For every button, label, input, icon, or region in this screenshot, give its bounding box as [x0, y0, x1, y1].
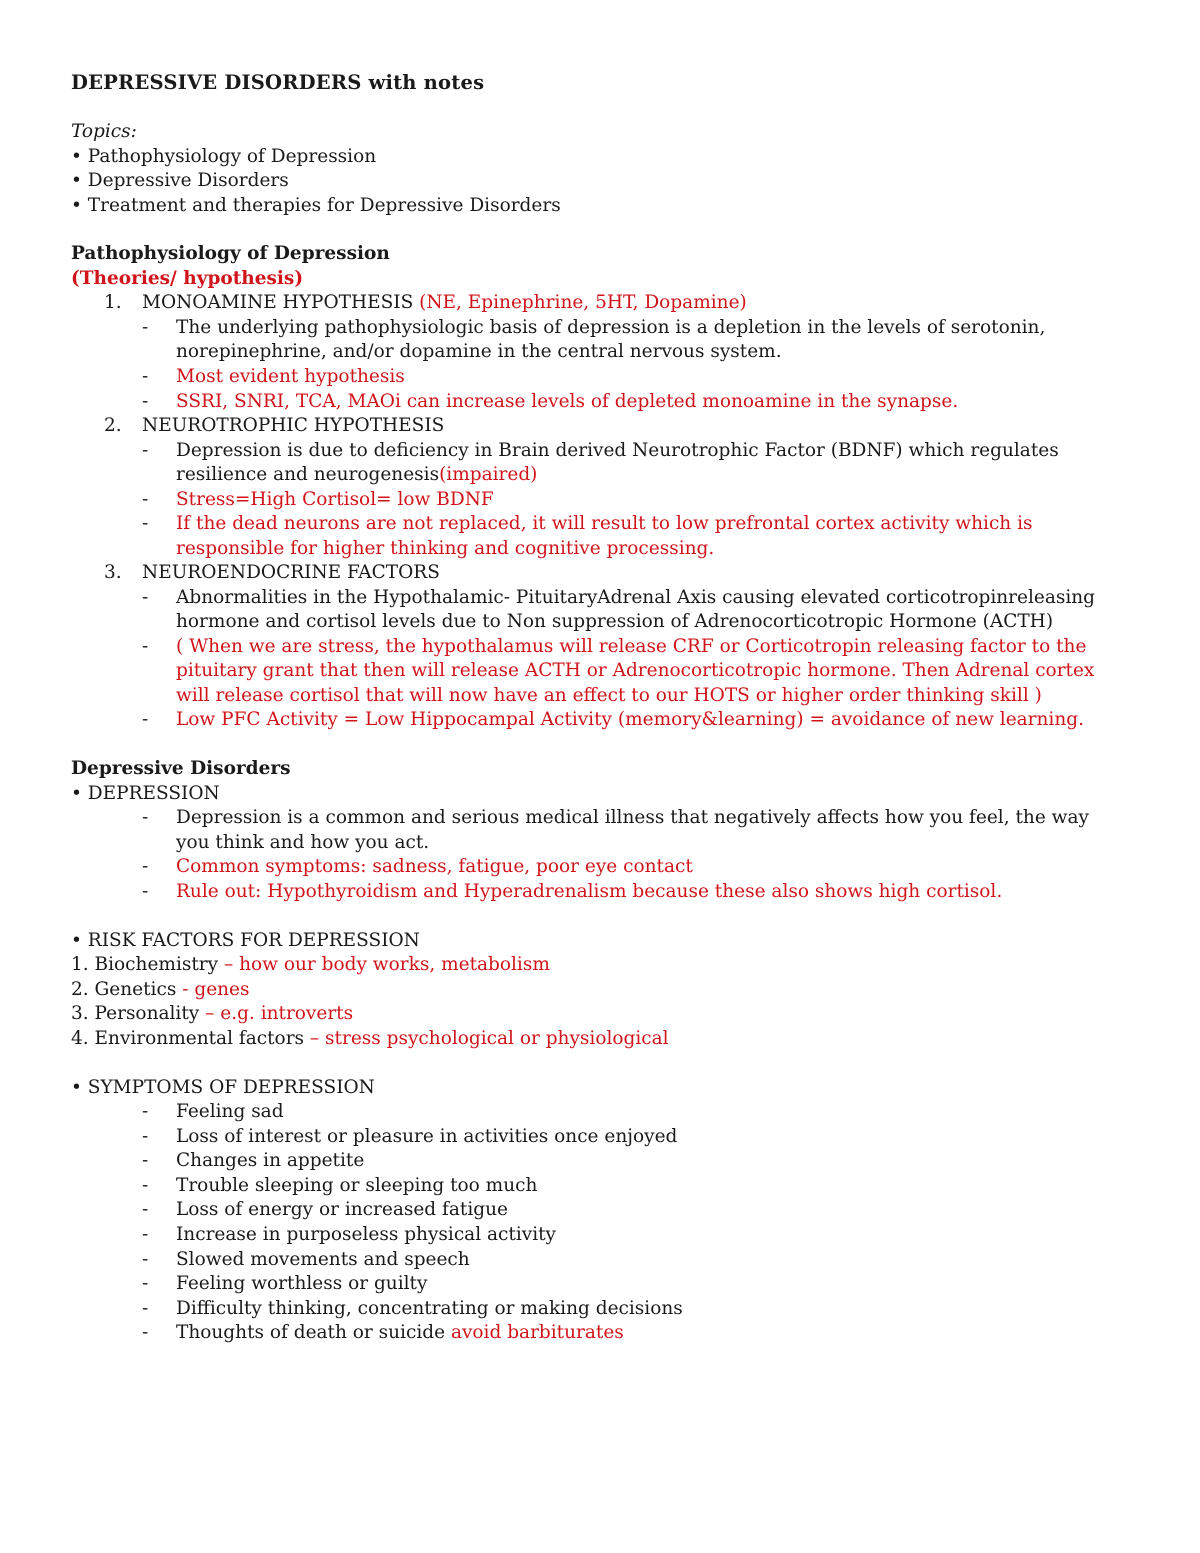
symptom-item: Feeling sad	[176, 1101, 284, 1122]
symptom-item: Trouble sleeping or sleeping too much	[176, 1175, 538, 1196]
symptom-item: Loss of energy or increased fatigue	[176, 1199, 508, 1220]
subsection-label-depression: • DEPRESSION	[71, 783, 220, 804]
list-item-continued: you think and how you act.	[176, 832, 430, 853]
dash-bullet: -	[142, 587, 149, 608]
dash-bullet: -	[142, 1224, 149, 1245]
dash-bullet: -	[142, 856, 149, 877]
list-number: 2.	[104, 415, 122, 436]
risk-factor-item: 2. Genetics - genes	[71, 979, 250, 1000]
section-heading-depressive-disorders: Depressive Disorders	[71, 758, 291, 779]
dash-bullet: -	[142, 1322, 149, 1343]
dash-bullet: -	[142, 1199, 149, 1220]
dash-bullet: -	[142, 807, 149, 828]
symptom-item: Difficulty thinking, concentrating or making decisions	[176, 1298, 683, 1319]
list-item-note: Low PFC Activity = Low Hippocampal Activity (memory&learning) = avoidance of new learning.	[176, 709, 1084, 730]
topics-label: Topics:	[71, 121, 137, 142]
subsection-label-risk-factors: • RISK FACTORS FOR DEPRESSION	[71, 930, 420, 951]
dash-bullet: -	[142, 1298, 149, 1319]
symptom-item: Slowed movements and speech	[176, 1249, 470, 1270]
symptom-item: Thoughts of death or suicide avoid barbiturates	[176, 1322, 624, 1343]
list-item-note: Common symptoms: sadness, fatigue, poor eye contact	[176, 856, 693, 877]
risk-factor-item: 1. Biochemistry – how our body works, metabolism	[71, 954, 550, 975]
list-number: 3.	[104, 562, 122, 583]
risk-factor-item: 4. Environmental factors – stress psychological or physiological	[71, 1028, 669, 1049]
list-item: Depression is a common and serious medical illness that negatively affects how you feel, the way	[176, 807, 1089, 828]
dash-bullet: -	[142, 1249, 149, 1270]
dash-bullet: -	[142, 366, 149, 387]
section-subheading-theories: (Theories/ hypothesis)	[71, 268, 304, 289]
dash-bullet: -	[142, 881, 149, 902]
document-title: DEPRESSIVE DISORDERS with notes	[71, 71, 485, 94]
list-item-note-continued: responsible for higher thinking and cognitive processing.	[176, 538, 715, 559]
list-item: The underlying pathophysiologic basis of depression is a depletion in the levels of serotonin,	[176, 317, 1046, 338]
dash-bullet: -	[142, 636, 149, 657]
topic-item: • Depressive Disorders	[71, 170, 289, 191]
hypothesis-title-monoamine: MONOAMINE HYPOTHESIS (NE, Epinephrine, 5HT, Dopamine)	[142, 292, 747, 313]
dash-bullet: -	[142, 1101, 149, 1122]
dash-bullet: -	[142, 391, 149, 412]
list-item-note: Rule out: Hypothyroidism and Hyperadrenalism because these also shows high cortisol.	[176, 881, 1003, 902]
list-item-note-continued: pituitary grant that then will release ACTH or Adrenocorticotropic hormone. Then Adrenal cortex	[176, 660, 1095, 681]
dash-bullet: -	[142, 1126, 149, 1147]
dash-bullet: -	[142, 709, 149, 730]
symptom-item: Changes in appetite	[176, 1150, 365, 1171]
dash-bullet: -	[142, 513, 149, 534]
topic-item: • Treatment and therapies for Depressive Disorders	[71, 195, 561, 216]
list-item: Abnormalities in the Hypothalamic- PituitaryAdrenal Axis causing elevated corticotropinreleasing	[176, 587, 1096, 608]
dash-bullet: -	[142, 1150, 149, 1171]
dash-bullet: -	[142, 440, 149, 461]
list-item-continued: norepinephrine, and/or dopamine in the central nervous system.	[176, 341, 782, 362]
symptom-item: Feeling worthless or guilty	[176, 1273, 428, 1294]
list-item: Depression is due to deficiency in Brain derived Neurotrophic Factor (BDNF) which regulates	[176, 440, 1059, 461]
subsection-label-symptoms: • SYMPTOMS OF DEPRESSION	[71, 1077, 375, 1098]
risk-factor-item: 3. Personality – e.g. introverts	[71, 1003, 354, 1024]
section-heading-pathophysiology: Pathophysiology of Depression	[71, 243, 390, 264]
list-item-note-continued: will release cortisol that will now have an effect to our HOTS or higher order thinking skill )	[176, 685, 1042, 706]
list-item-note: Most evident hypothesis	[176, 366, 405, 387]
symptom-item: Increase in purposeless physical activity	[176, 1224, 556, 1245]
dash-bullet: -	[142, 489, 149, 510]
list-item-note: SSRI, SNRI, TCA, MAOi can increase levels of depleted monoamine in the synapse.	[176, 391, 959, 412]
list-item-continued: hormone and cortisol levels due to Non suppression of Adrenocorticotropic Hormone (ACTH)	[176, 611, 1054, 632]
list-item-note: If the dead neurons are not replaced, it will result to low prefrontal cortex activity which is	[176, 513, 1033, 534]
symptom-item: Loss of interest or pleasure in activities once enjoyed	[176, 1126, 678, 1147]
list-item-continued: resilience and neurogenesis(impaired)	[176, 464, 538, 485]
hypothesis-title-neuroendocrine: NEUROENDOCRINE FACTORS	[142, 562, 440, 583]
list-item-note: ( When we are stress, the hypothalamus will release CRF or Corticotropin releasing factor to the	[176, 636, 1087, 657]
hypothesis-title-neurotrophic: NEUROTROPHIC HYPOTHESIS	[142, 415, 445, 436]
list-item-note: Stress=High Cortisol= low BDNF	[176, 489, 494, 510]
dash-bullet: -	[142, 1175, 149, 1196]
topic-item: • Pathophysiology of Depression	[71, 146, 377, 167]
dash-bullet: -	[142, 317, 149, 338]
dash-bullet: -	[142, 1273, 149, 1294]
list-number: 1.	[104, 292, 122, 313]
